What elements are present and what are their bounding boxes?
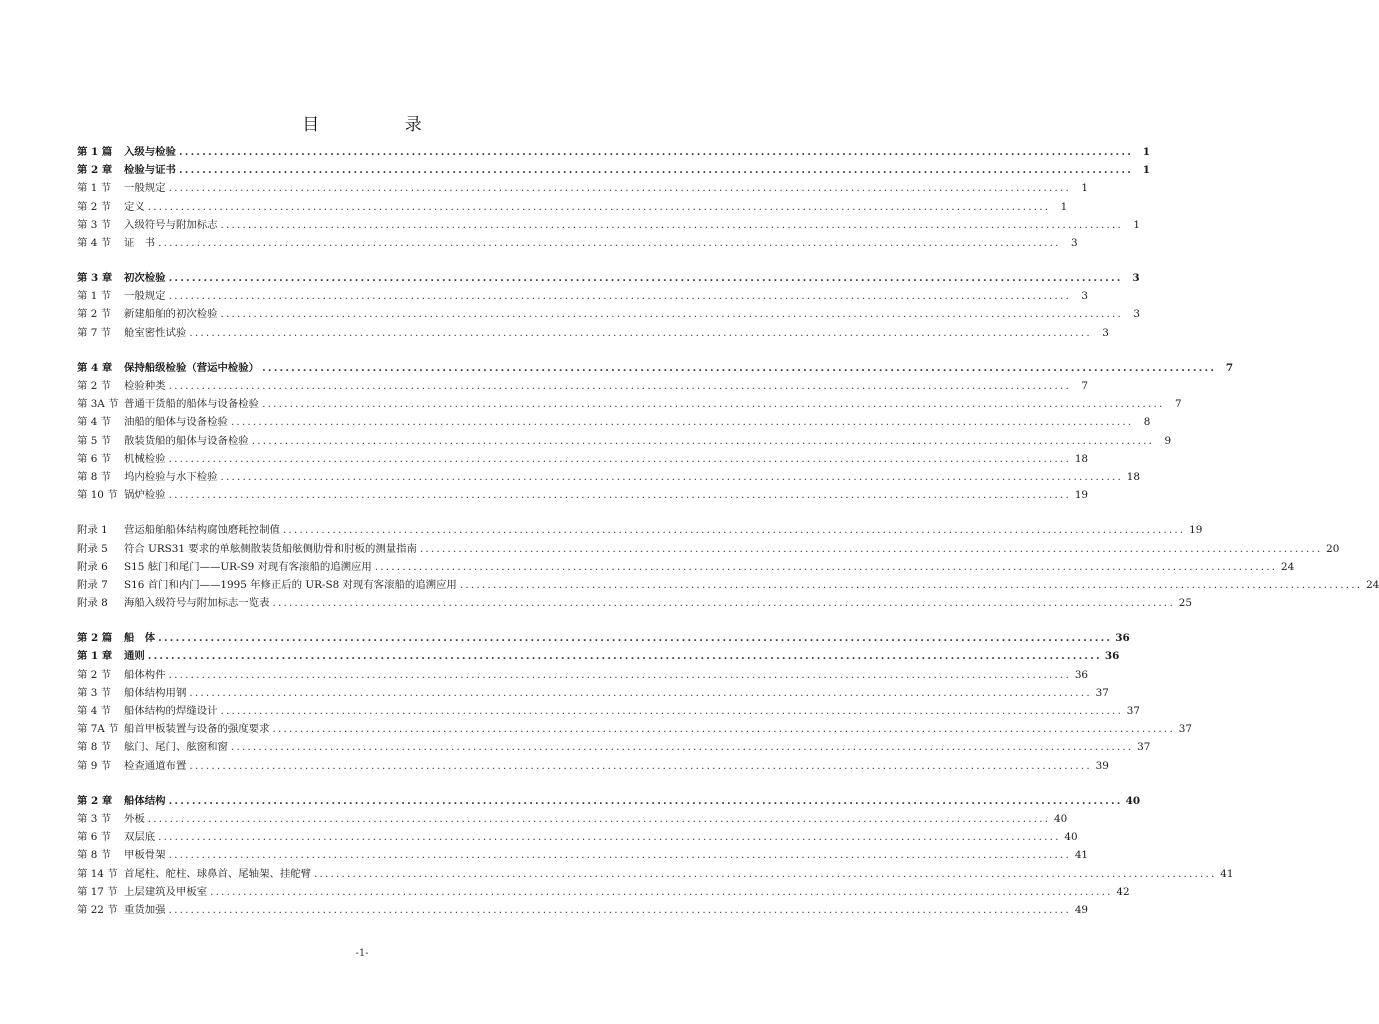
toc-entry-page: 40	[1054, 812, 1068, 825]
dot-leader	[148, 198, 1050, 216]
toc-entry-title: 检验与证书	[124, 164, 176, 177]
toc-entry-title: 甲板骨架	[124, 849, 166, 862]
toc-entry-page: 36	[1104, 650, 1120, 663]
toc-entry[interactable]	[77, 359, 1234, 377]
toc-entry-page: 3	[1133, 308, 1140, 321]
toc-entry-title: 机械检验	[124, 452, 166, 465]
dot-leader	[189, 757, 1091, 775]
toc-entry[interactable]	[77, 684, 1109, 702]
toc-entry-page: 1	[1081, 182, 1089, 195]
toc-entry-title: 船首甲板装置与设备的强度要求	[124, 723, 270, 736]
toc-entry-title: 首尾柱、舵柱、球鼻首、尾轴架、挂舵臂	[124, 867, 312, 880]
toc-entry-number: 第 17 节	[77, 885, 118, 898]
toc-entry-number: 第 4 节	[77, 416, 111, 429]
toc-entry[interactable]	[77, 395, 1182, 413]
toc-entry-page: 7	[1081, 380, 1089, 393]
toc-entry[interactable]	[77, 179, 1089, 197]
dot-leader	[252, 432, 1154, 450]
toc-entry-number: 第 2 节	[77, 380, 111, 393]
dot-leader	[169, 377, 1071, 395]
toc-entry-page: 1	[1142, 145, 1151, 158]
toc-entry-number: 第 2 章	[77, 794, 113, 807]
toc-entry[interactable]	[77, 468, 1140, 486]
dot-leader	[169, 179, 1071, 197]
toc-entry-title: 通则	[124, 650, 145, 663]
dot-leader	[158, 828, 1060, 846]
dot-leader	[189, 324, 1091, 342]
toc-entry[interactable]	[77, 792, 1141, 810]
toc-entry-number: 第 2 节	[77, 308, 111, 321]
toc-entry-title: S16 首门和内门——1995 年修正后的 UR-S8 对现有客滚船的追溯应用	[124, 578, 457, 591]
toc-entry-number: 第 4 节	[77, 236, 111, 249]
toc-entry-title: 符合 URS31 要求的单舷侧散装货船舷侧肋骨和肘板的测量指南	[124, 542, 417, 555]
toc-entry[interactable]	[77, 234, 1078, 252]
toc-entry-number: 第 3 节	[77, 812, 111, 825]
toc-group	[77, 521, 1379, 612]
dot-leader	[169, 287, 1071, 305]
toc-entry[interactable]	[77, 269, 1140, 287]
toc-entry-title: 船体结构用钢	[124, 686, 187, 699]
toc-entry-number: 第 7 节	[77, 326, 111, 339]
toc-entry-page: 41	[1220, 867, 1234, 880]
toc-entry-title: 坞内检验与水下检验	[124, 470, 218, 483]
toc-entry-title: 检查通道布置	[124, 759, 187, 772]
toc-entry[interactable]	[77, 306, 1140, 324]
toc-entry-number: 第 2 节	[77, 668, 111, 681]
toc-entry-title: 保持船级检验（营运中检验）	[124, 361, 260, 374]
toc-entry[interactable]	[77, 846, 1089, 864]
page-title: 目 录	[302, 115, 462, 135]
dot-leader	[179, 161, 1133, 179]
toc-entry-page: 3	[1132, 272, 1140, 285]
toc-entry-title: 营运船舶船体结构腐蚀磨耗控制值	[124, 524, 280, 537]
toc-entry-page: 19	[1189, 524, 1203, 537]
dot-leader	[314, 865, 1216, 883]
dot-leader	[169, 901, 1071, 919]
toc-entry-title: 船体构件	[124, 668, 166, 681]
dot-leader	[148, 647, 1102, 665]
toc-entry-page: 7	[1174, 398, 1182, 411]
toc-entry[interactable]	[77, 198, 1068, 216]
toc-entry[interactable]	[77, 413, 1151, 431]
toc-entry-title: 上层建筑及甲板室	[124, 885, 208, 898]
toc-entry-page: 3	[1102, 326, 1109, 339]
toc-entry-title: S15 舷门和尾门——UR-S9 对现有客滚船的追溯应用	[124, 560, 372, 573]
toc-entry-page: 37	[1126, 705, 1140, 718]
toc-entry-title: 一般规定	[124, 182, 166, 195]
toc-entry-title: 船 体	[124, 632, 156, 645]
toc-entry-number: 附录 6	[77, 560, 108, 573]
toc-entry[interactable]	[77, 143, 1151, 161]
toc-entry-number: 第 10 节	[77, 489, 118, 502]
toc-entry-number: 第 6 节	[77, 452, 111, 465]
dot-leader	[221, 305, 1123, 323]
toc-entry-number: 第 6 节	[77, 831, 111, 844]
toc-entry-title: 入级与检验	[124, 145, 176, 158]
toc-entry-title: 舷门、尾门、舷窗和窗	[124, 741, 228, 754]
toc-entry-page: 41	[1074, 849, 1089, 862]
toc-entry-number: 第 3 节	[77, 686, 111, 699]
dot-leader	[221, 216, 1123, 234]
toc-entry-page: 18	[1126, 470, 1140, 483]
toc-entry[interactable]	[77, 576, 1379, 594]
toc-entry-number: 第 3A 节	[77, 398, 119, 411]
dot-leader	[189, 684, 1091, 702]
toc-entry-number: 第 9 节	[77, 759, 111, 772]
dot-leader	[420, 540, 1322, 558]
toc-entry-page: 24	[1366, 578, 1379, 591]
toc-entry-title: 散装货船的船体与设备检验	[124, 434, 249, 447]
toc-entry-number: 第 14 节	[77, 867, 118, 880]
toc-entry-number: 第 2 章	[77, 164, 113, 177]
toc-entry-title: 普通干货船的船体与设备检验	[124, 398, 260, 411]
toc-entry-title: 海船入级符号与附加标志一览表	[124, 597, 270, 610]
toc-entry-title: 船体结构的焊缝设计	[124, 705, 218, 718]
toc-entry-title: 证 书	[124, 236, 156, 249]
toc-entry[interactable]	[77, 865, 1234, 883]
table-of-contents	[77, 143, 1379, 936]
toc-entry-number: 第 5 节	[77, 434, 111, 447]
toc-entry-number: 附录 7	[77, 578, 108, 591]
toc-entry-number: 第 4 章	[77, 361, 113, 374]
dot-leader	[210, 883, 1112, 901]
toc-entry-number: 第 8 节	[77, 741, 111, 754]
toc-entry-number: 第 3 章	[77, 272, 113, 285]
toc-entry-number: 第 22 节	[77, 903, 118, 916]
toc-entry-title: 外板	[124, 812, 145, 825]
toc-entry-page: 1	[1142, 164, 1151, 177]
toc-entry[interactable]	[77, 558, 1295, 576]
toc-entry-page: 20	[1326, 542, 1340, 555]
toc-group	[77, 629, 1192, 775]
toc-entry-page: 18	[1074, 452, 1089, 465]
dot-leader	[375, 558, 1277, 576]
dot-leader	[148, 810, 1050, 828]
dot-leader	[169, 269, 1123, 287]
toc-entry-title: 入级符号与附加标志	[124, 218, 218, 231]
toc-entry-title: 油船的船体与设备检验	[124, 416, 228, 429]
toc-entry-title: 锅炉检验	[124, 489, 166, 502]
toc-entry-number: 第 2 篇	[77, 632, 113, 645]
toc-entry-number: 附录 8	[77, 597, 108, 610]
toc-entry-page: 40	[1064, 831, 1078, 844]
toc-entry[interactable]	[77, 901, 1089, 919]
toc-entry[interactable]	[77, 666, 1089, 684]
toc-entry[interactable]	[77, 757, 1109, 775]
toc-entry-number: 附录 1	[77, 524, 108, 537]
dot-leader	[272, 594, 1174, 612]
toc-entry[interactable]	[77, 629, 1130, 647]
toc-entry[interactable]	[77, 216, 1140, 234]
dot-leader	[169, 486, 1071, 504]
toc-entry-title: 初次检验	[124, 272, 166, 285]
toc-entry-page: 3	[1081, 290, 1089, 303]
toc-entry-number: 第 7A 节	[77, 723, 119, 736]
toc-group	[77, 359, 1234, 505]
toc-entry[interactable]	[77, 883, 1130, 901]
toc-group	[77, 269, 1140, 342]
dot-leader	[460, 576, 1362, 594]
toc-entry[interactable]	[77, 432, 1172, 450]
toc-entry-number: 第 1 节	[77, 290, 111, 303]
toc-entry-page: 3	[1071, 236, 1078, 249]
dot-leader	[169, 666, 1071, 684]
dot-leader	[231, 413, 1133, 431]
toc-entry-number: 第 8 节	[77, 849, 111, 862]
toc-entry[interactable]	[77, 377, 1089, 395]
toc-entry-page: 8	[1143, 416, 1151, 429]
toc-entry-page: 24	[1281, 560, 1295, 573]
toc-entry[interactable]	[77, 648, 1120, 666]
toc-entry-title: 检验种类	[124, 380, 166, 393]
toc-entry-title: 船体结构	[124, 794, 166, 807]
toc-entry-number: 第 3 节	[77, 218, 111, 231]
toc-entry-page: 9	[1164, 434, 1172, 447]
toc-entry-title: 舱室密性试验	[124, 326, 187, 339]
toc-entry[interactable]	[77, 810, 1068, 828]
toc-entry-page: 1	[1060, 200, 1068, 213]
toc-entry[interactable]	[77, 594, 1192, 612]
toc-entry[interactable]	[77, 287, 1089, 305]
toc-entry-page: 25	[1178, 597, 1192, 610]
toc-entry-page: 37	[1137, 741, 1151, 754]
toc-entry-page: 39	[1095, 759, 1109, 772]
toc-entry-title: 双层底	[124, 831, 156, 844]
dot-leader	[262, 359, 1216, 377]
toc-entry-number: 附录 5	[77, 542, 108, 555]
dot-leader	[272, 720, 1174, 738]
toc-entry-title: 一般规定	[124, 290, 166, 303]
toc-entry-number: 第 1 篇	[77, 145, 113, 158]
toc-entry-number: 第 4 节	[77, 705, 111, 718]
dot-leader	[231, 738, 1133, 756]
toc-entry-page: 7	[1225, 361, 1234, 374]
toc-entry-page: 19	[1074, 489, 1089, 502]
toc-entry-title: 新建船舶的初次检验	[124, 308, 218, 321]
dot-leader	[179, 143, 1133, 161]
dot-leader	[169, 450, 1071, 468]
dot-leader	[169, 792, 1123, 810]
toc-entry-page: 36	[1074, 668, 1089, 681]
dot-leader	[158, 629, 1112, 647]
dot-leader	[169, 846, 1071, 864]
toc-group	[77, 792, 1234, 919]
toc-group	[77, 143, 1151, 252]
toc-entry[interactable]	[77, 720, 1192, 738]
toc-entry-page: 42	[1116, 885, 1130, 898]
toc-entry[interactable]	[77, 324, 1109, 342]
toc-entry-page: 1	[1133, 218, 1140, 231]
toc-entry[interactable]	[77, 738, 1151, 756]
toc-entry-page: 36	[1115, 632, 1130, 645]
dot-leader	[283, 521, 1185, 539]
dot-leader	[221, 468, 1123, 486]
toc-entry-title: 重货加强	[124, 903, 166, 916]
toc-entry[interactable]	[77, 540, 1340, 558]
toc-entry-number: 第 1 节	[77, 182, 111, 195]
dot-leader	[262, 395, 1164, 413]
dot-leader	[221, 702, 1123, 720]
toc-entry[interactable]	[77, 450, 1089, 468]
toc-entry[interactable]	[77, 521, 1203, 539]
toc-entry-number: 第 2 节	[77, 200, 111, 213]
toc-entry-page: 37	[1178, 723, 1192, 736]
toc-entry-page: 40	[1125, 794, 1141, 807]
toc-entry-number: 第 8 节	[77, 470, 111, 483]
page-number: -1-	[355, 948, 369, 959]
toc-entry-title: 定义	[124, 200, 145, 213]
toc-entry[interactable]	[77, 702, 1140, 720]
toc-entry[interactable]	[77, 161, 1151, 179]
toc-entry[interactable]	[77, 828, 1078, 846]
toc-entry[interactable]	[77, 486, 1089, 504]
toc-entry-page: 49	[1074, 903, 1089, 916]
toc-entry-number: 第 1 章	[77, 650, 113, 663]
toc-entry-page: 37	[1095, 686, 1109, 699]
dot-leader	[158, 234, 1060, 252]
